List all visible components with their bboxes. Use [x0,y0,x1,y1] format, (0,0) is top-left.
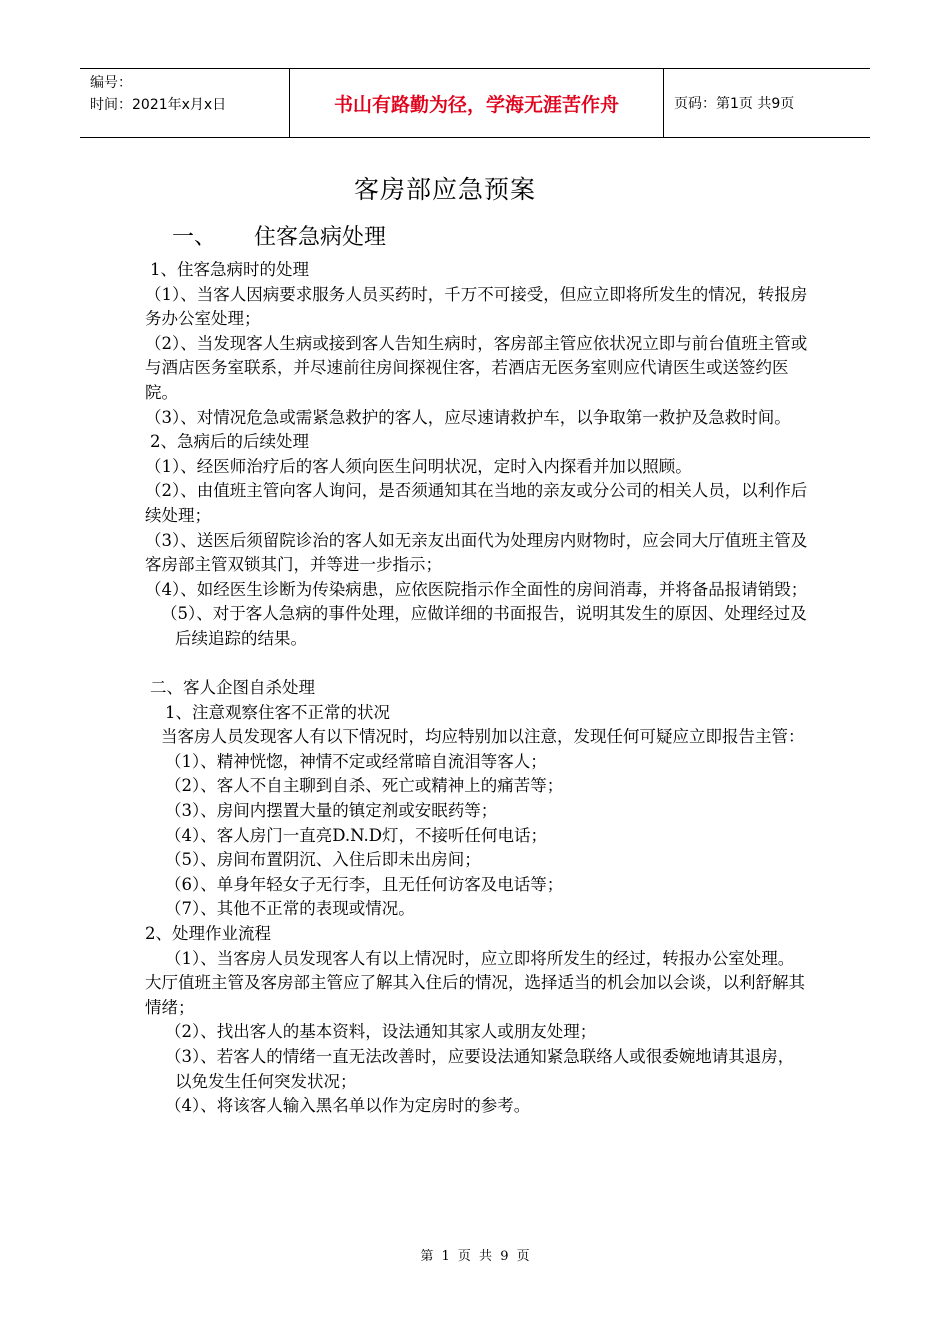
paragraph: （4）、客人房门一直亮D.N.D灯，不接听任何电话； [165,825,547,845]
motto-text: 书山有路勤为径，学海无涯苦作舟 [333,93,619,116]
paragraph: （3）、若客人的情绪一直无法改善时，应要设法通知紧急联络人或很委婉地请其退房，以免发生任何突发状况； [165,1047,795,1091]
paragraph: （2）、找出客人的基本资料，设法通知其家人或朋友处理； [165,1022,597,1042]
paragraph: （2）、由值班主管向客人询问，是否须通知其在当地的亲友或分公司的相关人员，以利作后续处理； [145,481,808,525]
paragraph: （7）、其他不正常的表现或情况。 [165,899,415,919]
document-body [145,258,810,1119]
section-heading-1 [172,220,386,251]
header-motto-cell [290,69,664,137]
spacer [145,652,810,677]
document-title: 客房部应急预案 [353,175,536,204]
paragraph: （6）、单身年轻女子无行李，且无任何访客及电话等； [165,874,564,894]
paragraph: （3）、对情况危急或需紧急救护的客人，应尽速请救护车，以争取第一救护及急救时间。 [145,407,791,427]
paragraph: 二、客人企图自杀处理 [150,678,315,698]
paragraph: 2、急病后的后续处理 [150,432,309,452]
page-footer: 第 1 页 共 9 页 [420,1249,530,1264]
time-label: 时间：2021年x月x日 [90,97,227,113]
header-left-cell [80,69,290,137]
header-page-cell [664,69,870,137]
paragraph: （4）、将该客人输入黑名单以作为定房时的参考。 [165,1096,531,1116]
page-info: 页码：第1页 共9页 [674,96,795,112]
paragraph: （1）、当客人因病要求服务人员买药时，千万不可接受，但应立即将所发生的情况，转报房务办公室处理； [145,284,808,329]
paragraph: （5）、对于客人急病的事件处理，应做详细的书面报告，说明其发生的原因、处理经过及后续追踪的结果。 [161,604,807,648]
paragraph: （5）、房间布置阴沉、入住后即未出房间； [165,850,481,870]
section-number: 一、 [172,225,217,250]
paragraph: （1）、当客房人员发现客人有以上情况时，应立即将所发生的经过，转报办公室处理。大厅值班主管及客房部主管应了解其入住后的情况，选择适当的机会加以会谈，以利舒解其情绪； [145,948,805,1017]
paragraph: （3）、送医后须留院诊治的客人如无亲友出面代为处理房内财物时，应会同大厅值班主管及客房部主管双锁其门，并等进一步指示； [145,530,808,575]
paragraph: 1、注意观察住客不正常的状况 [165,702,390,722]
paragraph: （2）、当发现客人生病或接到客人告知生病时，客房部主管应依状况立即与前台值班主管或与酒店医务室联系，并尽速前往房间探视住客，若酒店无医务室则应代请医生或送签约医院。 [145,333,808,402]
paragraph: （1）、经医师治疗后的客人须向医生问明状况，定时入内探看并加以照顾。 [145,456,692,476]
section-title: 住客急病处理 [254,225,387,250]
number-label: 编号： [90,75,132,91]
paragraph: 当客房人员发现客人有以下情况时，均应特别加以注意，发现任何可疑应立即报告主管： [161,727,805,747]
paragraph: （2）、客人不自主聊到自杀、死亡或精神上的痛苦等； [165,776,564,796]
paragraph: （3）、房间内摆置大量的镇定剂或安眠药等； [165,801,498,821]
document-header [80,68,870,138]
paragraph: （1）、精神恍惚，神情不定或经常暗自流泪等客人； [165,751,547,771]
paragraph: 1、住客急病时的处理 [150,260,309,279]
paragraph: （4）、如经医生诊断为传染病患，应依医院指示作全面性的房间消毒，并将备品报请销毁； [145,579,808,599]
paragraph: 2、处理作业流程 [145,924,271,944]
